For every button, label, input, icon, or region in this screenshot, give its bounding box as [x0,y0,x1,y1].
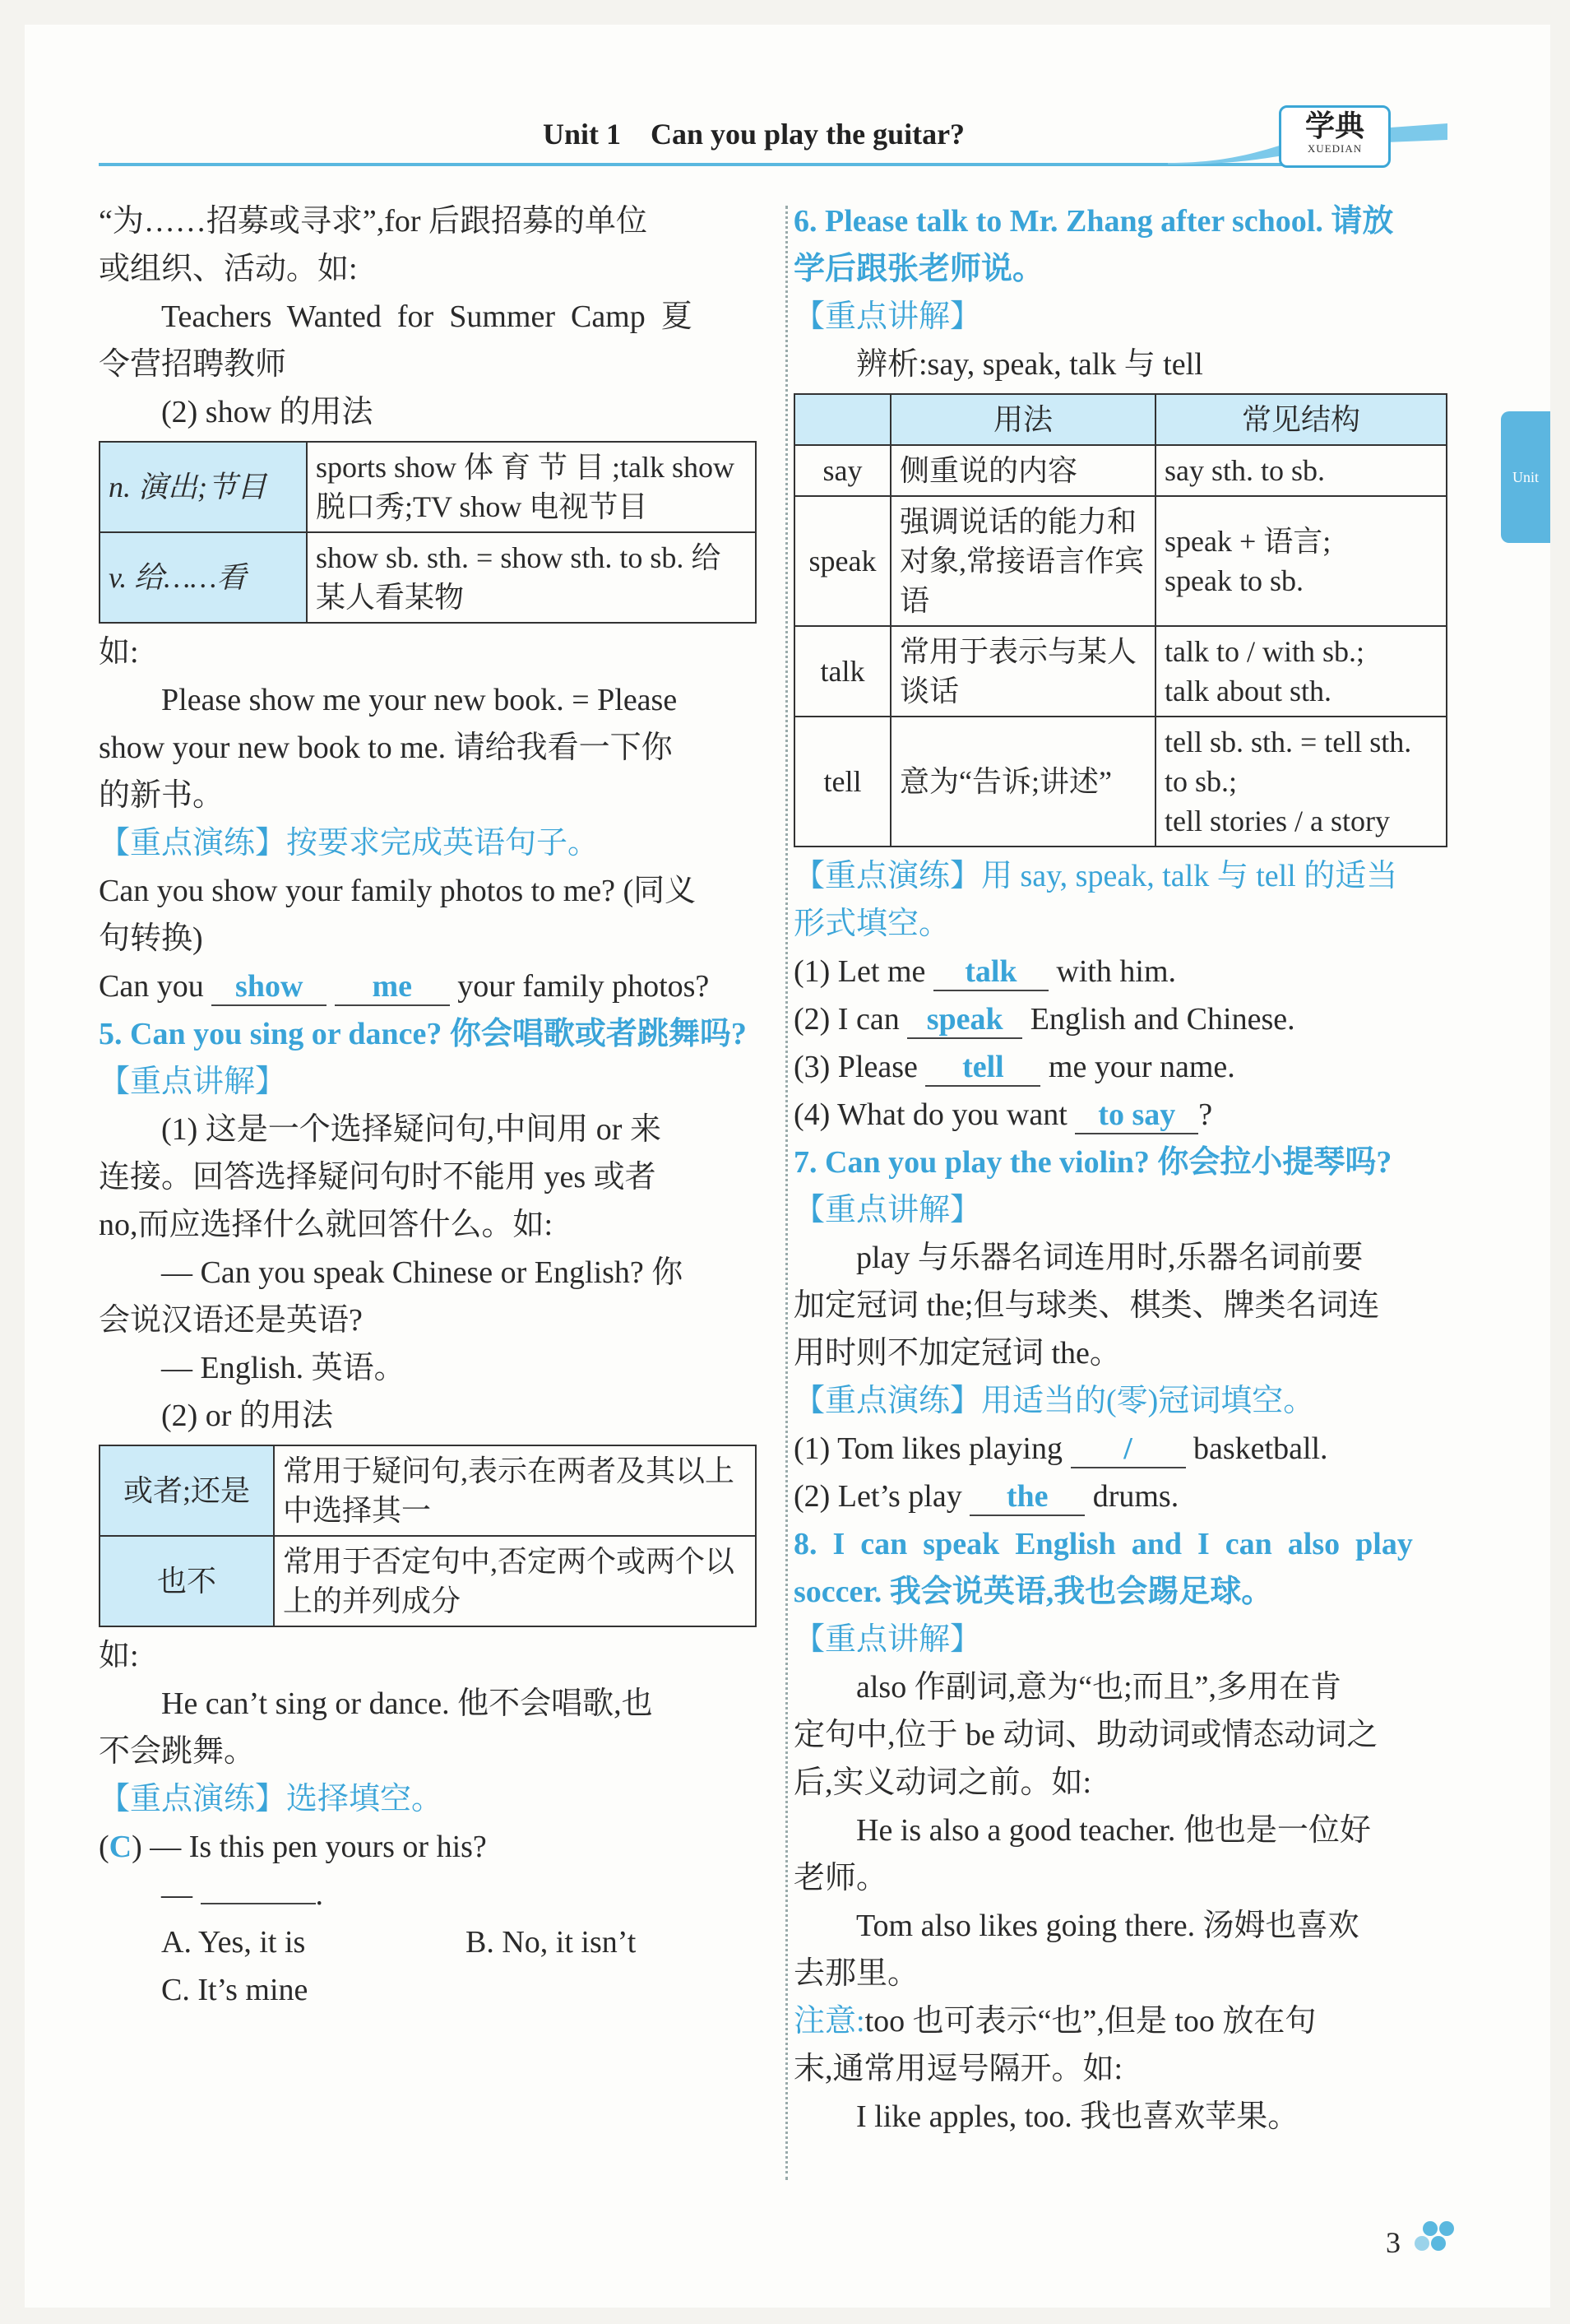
example-line: 的新书。 [99,778,225,813]
example-line: Tom also likes going there. 汤姆也喜欢 [856,1909,1359,1943]
table-cell: v. 给……看 [100,532,307,623]
example-line: 不会跳舞。 [99,1734,256,1769]
note-line: 注意:too 也可表示“也”,但是 too 放在句 [794,2004,1317,2039]
explanation-label: 【重点讲解】 [794,1193,982,1227]
mc-question: (C) — Is this pen yours or his? [99,1830,487,1864]
table-cell: 常用于表示与某人谈话 [891,626,1156,717]
table-row [794,496,1447,626]
table-cell [794,394,891,445]
text-line: 加定冠词 the;但与球类、棋类、牌类名词连 [794,1288,1380,1323]
xuedian-logo: 学典 XUEDIAN [1279,105,1391,168]
section-heading-7: 7. Can you play the violin? 你会拉小提琴吗? [794,1145,1392,1180]
answer-blank: the [970,1478,1085,1516]
answer-blank: tell [925,1049,1040,1087]
or-usage-table [99,1445,757,1627]
table-cell: say [794,445,891,496]
text-line: no,而应选择什么就回答什么。如: [99,1208,553,1242]
table-cell: talk [794,626,891,717]
example-line: 会说汉语还是英语? [99,1303,363,1338]
text-line: 如: [99,635,139,670]
example-line: He is also a good teacher. 他也是一位好 [856,1813,1371,1848]
fill-item: (2) Let’s play the drums. [794,1473,1447,1520]
left-column [99,197,757,2014]
table-cell: sports show 体 育 节 目 ;talk show 脱口秀;TV show 电视节目 [307,442,756,532]
practice-heading: 【重点演练】用适当的(零)冠词填空。 [794,1384,1315,1418]
fill-item: (3) Please tell me your name. [794,1043,1447,1091]
answer-blank: to say [1075,1097,1198,1134]
answer-blank: talk [933,953,1049,991]
table-cell: n. 演出;节目 [100,442,307,532]
fill-item: (2) I can speak English and Chinese. [794,995,1447,1043]
text-line: 用时则不加定冠词 the。 [794,1336,1121,1371]
table-cell: 或者;还是 [100,1445,274,1536]
table-cell: 强调说话的能力和对象,常接语言作宾语 [891,496,1156,626]
explanation-label: 【重点讲解】 [794,299,982,334]
table-row [794,626,1447,717]
table-cell: 也不 [100,1536,274,1626]
table-cell: show sb. sth. = show sth. to sb. 给某人看某物 [307,532,756,623]
example-line: He can’t sing or dance. 他不会唱歌,也 [161,1686,653,1721]
table-cell: speak + 语言; speak to sb. [1156,496,1447,626]
table-cell: talk to / with sb.; talk about sth. [1156,626,1447,717]
practice-heading: 【重点演练】用 say, speak, talk 与 tell 的适当 [794,859,1398,893]
text-line: 或组织、活动。如: [99,252,358,286]
table-row [794,717,1447,847]
table-header-cell: 用法 [891,394,1156,445]
option-b: B. No, it isn’t [465,1925,637,1960]
table-cell: tell sb. sth. = tell sth. to sb.; tell stories / a story [1156,717,1447,847]
note-line: 末,通常用逗号隔开。如: [794,2052,1123,2086]
example-line: Teachers Wanted for Summer Camp 夏 [161,299,692,334]
table-row [100,1445,756,1536]
side-tab-unit: Unit [1501,411,1550,543]
table-cell: say sth. to sb. [1156,445,1447,496]
table-header-row [794,394,1447,445]
table-header-cell: 常见结构 [1156,394,1447,445]
example-line: 去那里。 [794,1956,919,1991]
answer-blank: me [335,968,450,1006]
table-row [100,532,756,623]
section-heading-8: 8. I can speak English and I can also play [794,1527,1413,1561]
text-line: 定句中,位于 be 动词、助动词或情态动词之 [794,1718,1378,1752]
table-row [794,445,1447,496]
note-label: 注意: [794,2004,865,2039]
text-line: 如: [99,1639,139,1673]
answer-line: Can you show me your family photos? [99,963,757,1010]
mc-options [99,1918,757,1966]
explanation-label: 【重点讲解】 [794,1622,982,1657]
fill-item: (1) Tom likes playing / basketball. [794,1425,1447,1473]
option-c: C. It’s mine [161,1973,308,2007]
mc-blank-line: — . [161,1877,323,1912]
mc-answer: C [109,1830,132,1864]
answer-blank: show [211,968,327,1006]
section-heading-5: 5. Can you sing or dance? 你会唱歌或者跳舞吗? [99,1017,747,1051]
answer-blank: speak [907,1001,1022,1039]
answer-blank: / [1071,1431,1186,1468]
practice-heading: 【重点演练】选择填空。 [99,1782,443,1816]
verb-comparison-table [794,393,1447,847]
text-line: 辨析:say, speak, talk 与 tell [856,347,1203,382]
option-a: A. Yes, it is [161,1925,306,1960]
table-cell: tell [794,717,891,847]
right-column [794,197,1447,2141]
table-cell: 常用于疑问句,表示在两者及其以上中选择其一 [274,1445,756,1536]
table-row [100,442,756,532]
column-divider [785,206,788,2180]
text-line: “为……招募或寻求”,for 后跟招募的单位 [99,204,648,239]
answer-blank [201,1903,316,1904]
text-line: also 作副词,意为“也;而且”,多用在肯 [856,1670,1342,1705]
page-number: 3 [1386,2226,1401,2259]
table-cell: speak [794,496,891,626]
question-line: 句转换) [99,921,203,956]
section-heading-6: 6. Please talk to Mr. Zhang after school. 请放 [794,204,1394,239]
practice-heading: 【重点演练】按要求完成英语句子。 [99,826,600,860]
subheading-or: (2) or 的用法 [161,1399,333,1433]
subheading-show: (2) show 的用法 [161,395,373,429]
question-line: Can you show your family photos to me? (同义 [99,874,697,908]
table-row [100,1536,756,1626]
text-line: 后,实义动词之前。如: [794,1765,1092,1800]
example-line: I like apples, too. 我也喜欢苹果。 [856,2099,1299,2134]
translation-line: 令营招聘教师 [99,347,287,382]
section-heading-8-cont: soccer. 我会说英语,我也会踢足球。 [794,1575,1273,1609]
table-cell: 常用于否定句中,否定两个或两个以上的并列成分 [274,1536,756,1626]
example-line: — Can you speak Chinese or English? 你 [161,1255,683,1290]
fill-item: (4) What do you want to say ? [794,1091,1447,1139]
example-line: — English. 英语。 [161,1351,405,1385]
example-line: show your new book to me. 请给我看一下你 [99,731,673,765]
text-line: 连接。回答选择疑问句时不能用 yes 或者 [99,1160,656,1194]
text-line: (1) 这是一个选择疑问句,中间用 or 来 [161,1112,661,1147]
explanation-label: 【重点讲解】 [99,1065,287,1099]
show-usage-table [99,441,757,624]
header-rule [99,163,1332,166]
section-heading-6-cont: 学后跟张老师说。 [794,252,1044,286]
table-cell: 侧重说的内容 [891,445,1156,496]
example-line: 老师。 [794,1861,888,1895]
text-line: play 与乐器名词连用时,乐器名词前要 [856,1241,1364,1275]
fill-item: (1) Let me talk with him. [794,948,1447,995]
example-line: Please show me your new book. = Please [161,683,678,717]
table-cell: 意为“告诉;讲述” [891,717,1156,847]
practice-heading-cont: 形式填空。 [794,907,951,941]
running-header-title: Unit 1 Can you play the guitar? [543,118,966,151]
